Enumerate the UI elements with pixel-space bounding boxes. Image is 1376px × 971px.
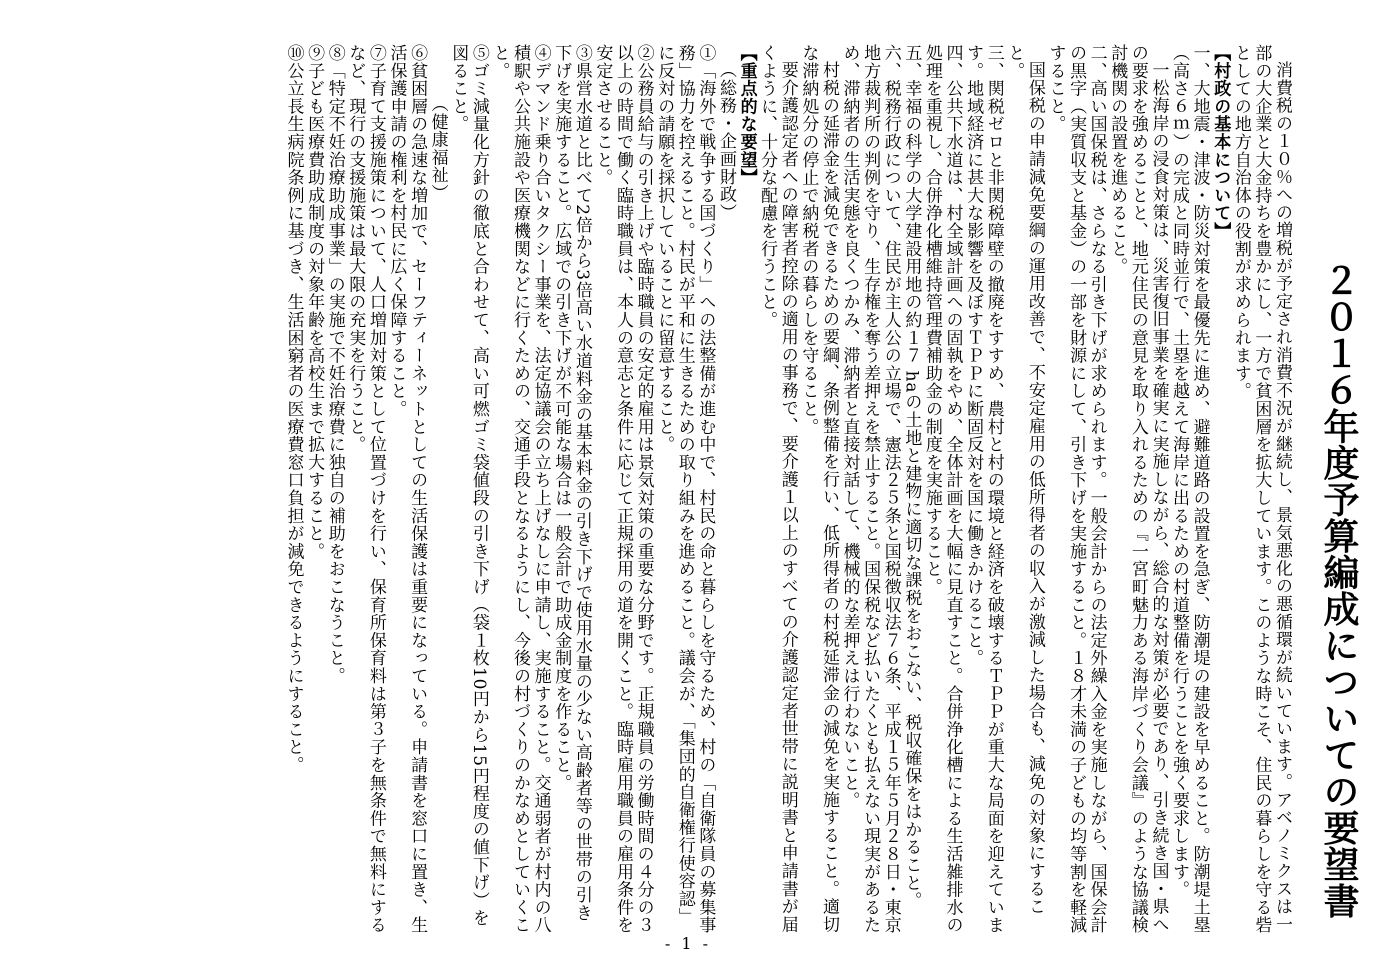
request-item-5: ⑤ゴミ減量化方針の徹底と合わせて、高い可燃ゴミ袋値段の引き下げ（袋１枚10円から15円程度の値下げ）を図ること。 bbox=[448, 44, 489, 928]
request-item-9: ⑨子ども医療費助成制度の対象年齢を高校生まで拡大すること。 bbox=[304, 44, 325, 561]
basic-item-4: 四、公共下水道は、村全域計画への固執をやめ、全体計画を大幅に見直すこと。合併浄化槽による生活雑排水の処理を重視し、合併浄化槽維持管理費補助金の制度を実施すること。 bbox=[921, 44, 963, 934]
request-item-8: ⑧「特定不妊治療助成事業」の実施で不妊治療費に独自の補助をおこなうこと。 bbox=[324, 44, 345, 685]
request-item-4: ④デマンド乗り合いタクシー事業を、法定協議会の立ち上げなしに申請し、実施すること。交通弱者が村内の八積駅や公共施設や医療機関などに行くための、交通手段となるようにし、今後の村づくりのかなめとしていくこと。 bbox=[489, 44, 551, 934]
basic-item-3: 三、関税ゼロと非関税障壁の撤廃をすすめ、農村と村の環境と経済を破壊するＴＰＰが重大な局面を迎えています。地域経済に甚大な影響を及ぼすＴＰＰに断固反対を国に働きかけること。 bbox=[963, 44, 1004, 934]
intro-paragraph: 消費税の１０％への増税が予定され消費不況が継続し、景気悪化の悪循環が続いています。アベノミクスは一部の大企業と大金持ちを豊かにし、一方で貧困層を拡大しています。このような時こそ、住民の暮らしを守る砦としての地方自治体の役割が求められます。 bbox=[1230, 44, 1292, 934]
page-number: - 1 - bbox=[664, 934, 712, 953]
document-body bbox=[64, 44, 1292, 939]
section-general-affairs: （総務・企画財政） bbox=[715, 61, 736, 222]
basic-item-6: 六、税務行政について、住民が主人公の立場で、憲法２５条と国税徴収法７６条、平成１５年５月２８日・東京地方裁判所の判例を守り、生存権を奪う差押えを禁止すること。国保税など払いたくとも払えない現実があるため、滞納者の生活実態を良くつかみ、滞納者と直接対話して、機械的な差押えは行わないこと。 bbox=[839, 44, 901, 934]
request-item-7: ⑦子育て支援施策について、人口増加対策として位置づけを行い、保育所保育料は第３子を無条件で無料にするなど、現行の支援施策は最大限の充実を行うこと。 bbox=[345, 44, 386, 934]
request-item-1: ①「海外で戦争する国づくり」への法整備が進む中で、村民の命と暮らしを守るため、村の「自衛隊員の募集事務」協力を控えること。村民が平和に生きるための取り組みを進めること。議会が、「集団的自衛権行使容認」に反対の請願を採択していることに留意すること。 bbox=[654, 44, 716, 934]
basic-policy-heading: 【村政の基本について】 bbox=[1210, 44, 1231, 240]
basic-item-1-continued: 一松海岸の浸食対策は、災害復旧事業を確実に実施しながら、総合的な対策が必要であり、引き続き国・県への要求を強めることと、地元住民の意見を取り入れるための『一宮町魅力ある海岸づくり会議』のような協議検討機関の設置を進めること。 bbox=[1107, 44, 1169, 934]
basic-item-2: 二、高い国保税は、さらなる引き下げが求められます。一般会計からの法定外繰入金を実施しながら、国保会計の黒字（実質収支と基金）の一部を財源にして、引き下げを実施すること。１８才未満の子どもの均等割を軽減すること。 bbox=[1045, 44, 1107, 934]
basic-item-2-continued: 国保税の申請減免要綱の運用改善で、不安定雇用の低所得者の収入が激減した場合も、減免の対象にすること。 bbox=[1004, 44, 1045, 916]
request-item-10: ⑩公立長生病院条例に基づき、生活困窮者の医療費窓口負担が減免できるようにすること。 bbox=[283, 44, 304, 774]
priority-requests-heading: 【重点的な要望】 bbox=[736, 44, 757, 187]
basic-item-5: 五、幸福の科学の大学建設用地の約１７ haの土地と建物に適切な課税をおこない、税収確保をはかること。 bbox=[901, 44, 922, 910]
request-item-6: ⑥貧困層の急速な増加で、セーフティーネットとしての生活保護は重要になっている。申請書を窓口に置き、生活保護申請の権利を村民に広く保障すること。 bbox=[386, 44, 428, 934]
request-item-3: ③県営水道と比べて2倍から3倍高い水道料金の基本料金の引き下げで使用水量の少ない高齢者等の世帯の引き下げを実施すること。広域での引き下げが不可能な場合は一般会計で助成金制度を作ること。 bbox=[551, 44, 592, 922]
basic-item-6-continued-2: 要介護認定者への障害者控除の適用の事務で、要介護１以上のすべての介護認定者世帯に説明書と申請書が届くように、十分な配慮を行うこと。 bbox=[757, 44, 798, 934]
basic-item-1: 一、大地震・津波・防災対策を最優先に進め、避難道路の設置を急ぎ、防潮堤の建設を早めること。防潮堤土塁（高さ６ｍ）の完成と同時並行で、土塁を越えて海岸に出るための村道整備を行うことを強く要求します。 bbox=[1169, 44, 1210, 934]
request-item-2: ②公務員給与の引き上げや臨時職員の安定的雇用は景気対策の重要な分野です。正規職員の労働時間の４分の３以上の時間で働く臨時職員は、本人の意志と条件に応じて正規採用の道を開くこと。臨時雇用職員の雇用条件を安定させること。 bbox=[592, 44, 654, 934]
document-title: ２０１６年度予算編成についての要望書 bbox=[1318, 262, 1359, 919]
section-health-welfare: （健康福祉） bbox=[427, 95, 448, 202]
basic-item-6-continued: 村税の延滞金を減免できるための要綱、条例整備を行い、低所得者の村税延滞金の減免を実施すること。適切な滞納処分の停止で納税者の暮らしを守ること。 bbox=[798, 44, 839, 934]
